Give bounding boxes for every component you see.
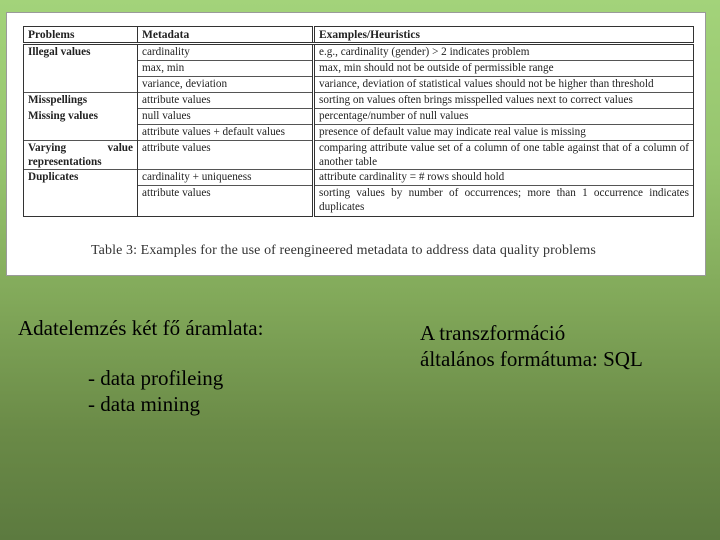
table-row [24, 109, 694, 125]
metadata-cell: attribute values + default values [138, 125, 314, 141]
problem-cell [24, 61, 138, 77]
metadata-cell: attribute values [138, 186, 314, 217]
table-caption: Table 3: Examples for the use of reengineered metadata to address data quality problems [91, 243, 596, 258]
problem-cell: Misspellings [24, 93, 138, 109]
example-cell: presence of default value may indicate real value is missing [314, 125, 694, 141]
problem-cell: Duplicates [24, 170, 138, 186]
example-cell: max, min should not be outside of permissible range [314, 61, 694, 77]
metadata-cell: cardinality [138, 44, 314, 61]
metadata-table [23, 26, 694, 217]
left-text-block [18, 316, 263, 417]
problem-cell [24, 77, 138, 93]
problem-cell: Illegal values [24, 44, 138, 61]
problem-cell: Varying value representations [24, 141, 138, 170]
left-list [18, 365, 263, 417]
table-row [24, 77, 694, 93]
metadata-cell: attribute values [138, 141, 314, 170]
example-cell: attribute cardinality = # rows should hold [314, 170, 694, 186]
column-header-metadata: Metadata [138, 27, 314, 44]
problem-cell: Missing values [24, 109, 138, 125]
table-row [24, 44, 694, 61]
list-item: - data profileing [88, 366, 224, 390]
table-row [24, 93, 694, 109]
table-row [24, 125, 694, 141]
list-item: - data mining [88, 392, 200, 416]
table-header-row [24, 27, 694, 44]
metadata-cell: cardinality + uniqueness [138, 170, 314, 186]
problem-cell [24, 125, 138, 141]
right-text-block [420, 320, 710, 372]
table-row [24, 170, 694, 186]
metadata-cell: max, min [138, 61, 314, 77]
example-cell: comparing attribute value set of a column of one table against that of a column of another table [314, 141, 694, 170]
example-cell: sorting values by number of occurrences; more than 1 occurrence indicates duplicates [314, 186, 694, 217]
example-cell: variance, deviation of statistical values should not be higher than threshold [314, 77, 694, 93]
column-header-examples: Examples/Heuristics [314, 27, 694, 44]
right-text-line: általános formátuma: SQL [420, 347, 643, 371]
left-heading: Adatelemzés két fő áramlata: [18, 316, 264, 340]
table-row [24, 141, 694, 170]
right-text-line: A transzformáció [420, 321, 566, 345]
metadata-cell: variance, deviation [138, 77, 314, 93]
metadata-cell: null values [138, 109, 314, 125]
metadata-cell: attribute values [138, 93, 314, 109]
table-row [24, 186, 694, 217]
example-cell: percentage/number of null values [314, 109, 694, 125]
example-cell: sorting on values often brings misspelled values next to correct values [314, 93, 694, 109]
table-row [24, 61, 694, 77]
column-header-problems: Problems [24, 27, 138, 44]
example-cell: e.g., cardinality (gender) > 2 indicates problem [314, 44, 694, 61]
embedded-table-image [6, 12, 706, 276]
problem-cell [24, 186, 138, 217]
